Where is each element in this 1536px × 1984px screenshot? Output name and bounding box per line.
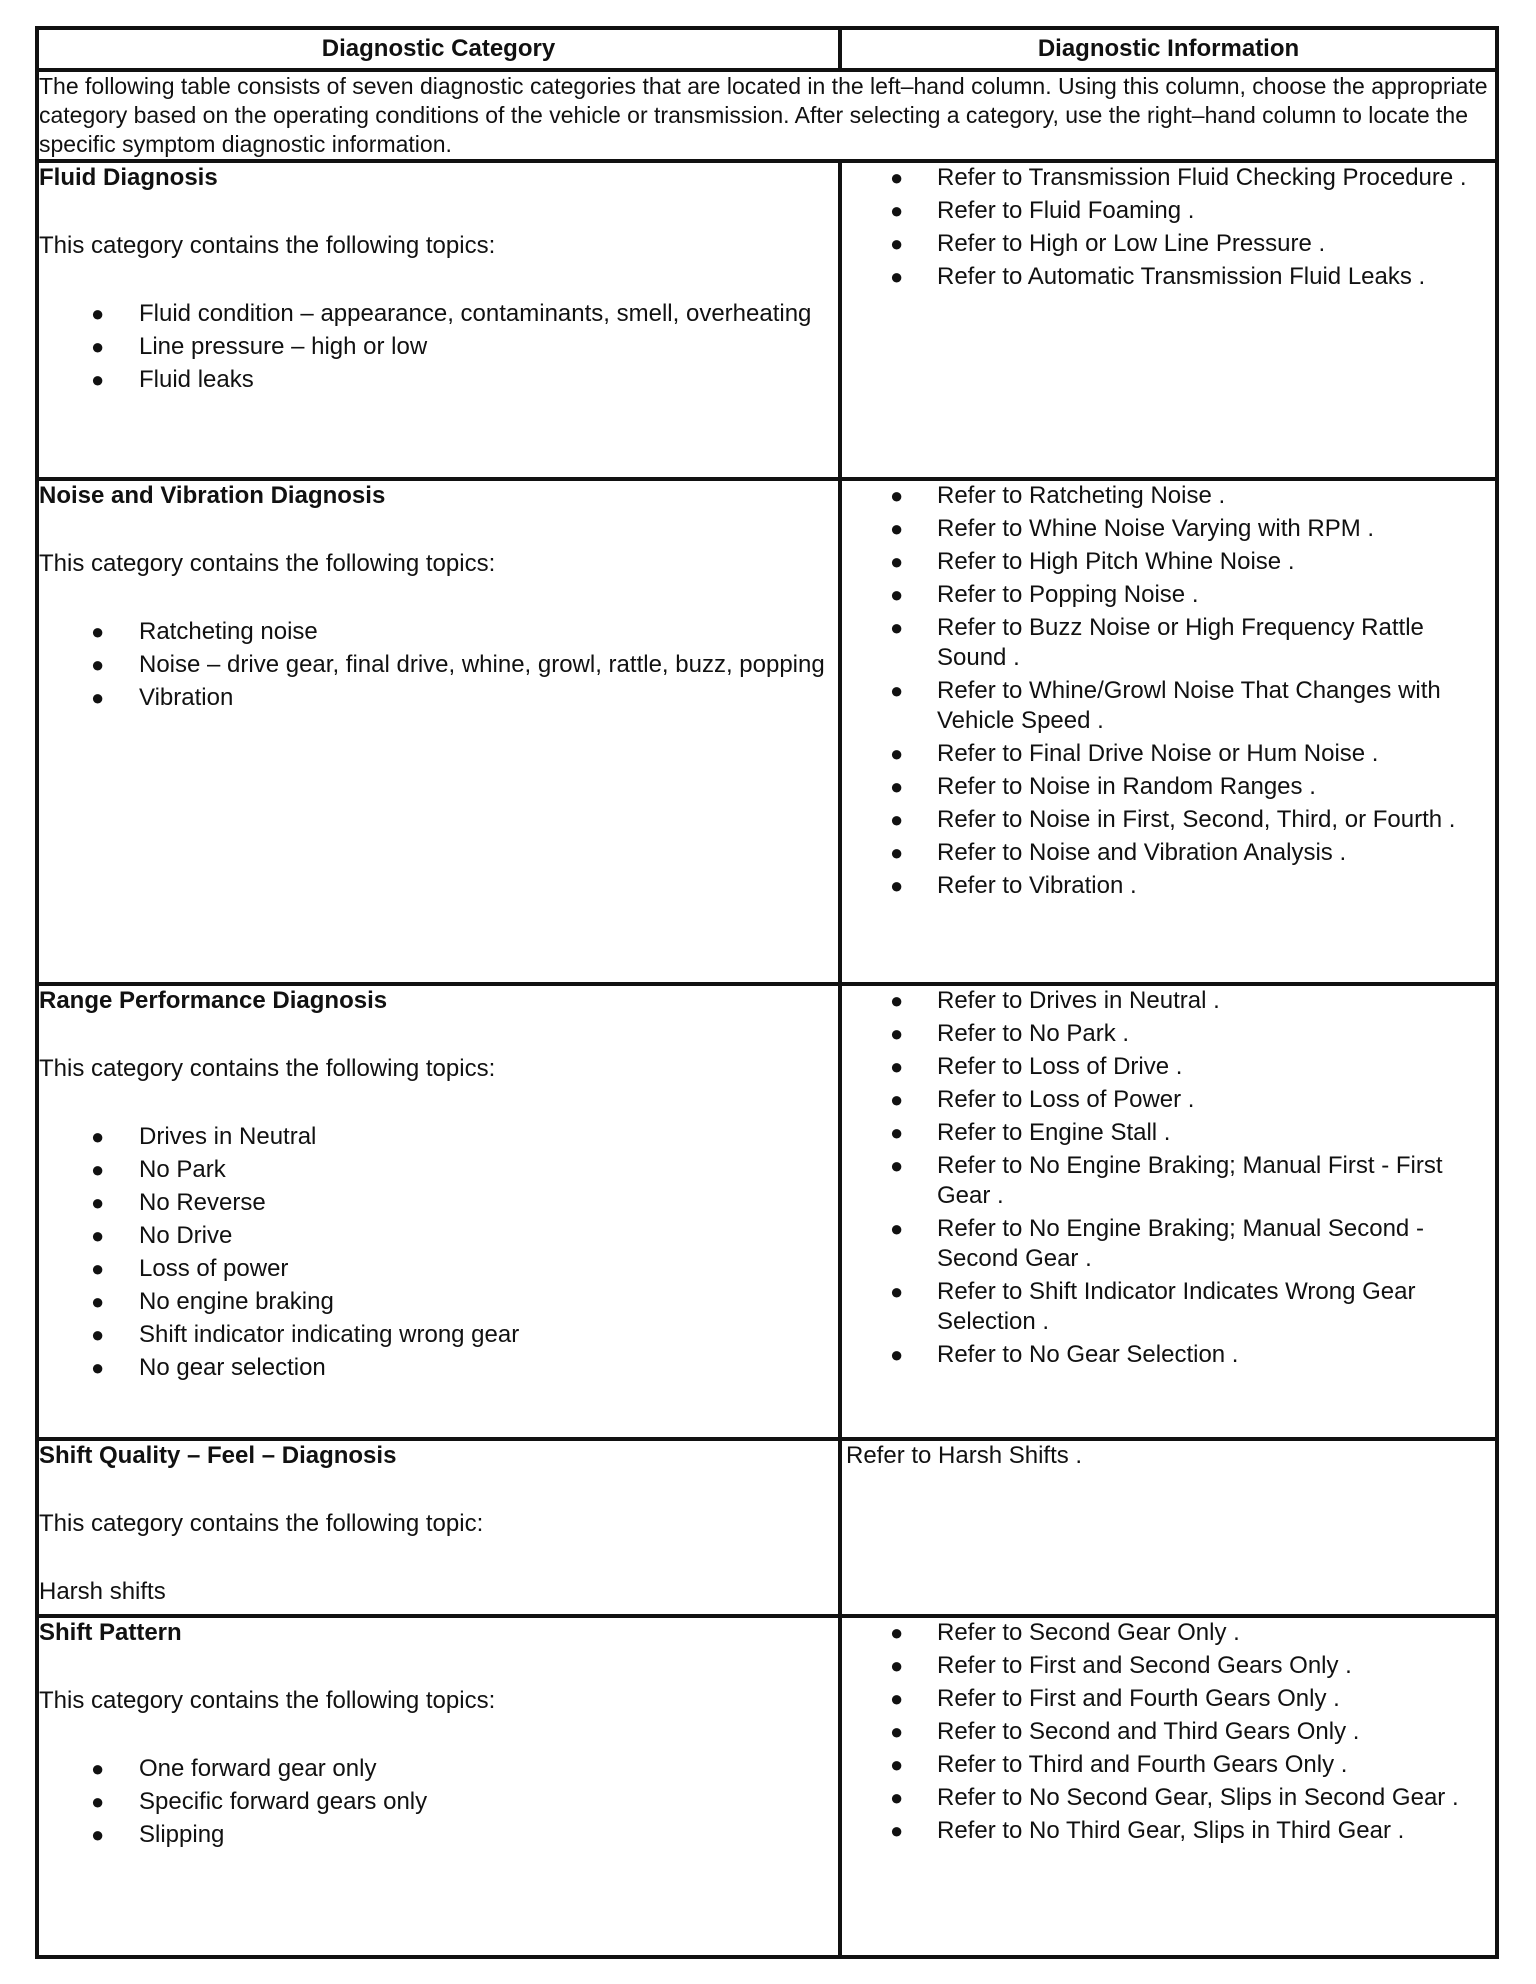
category-description: This category contains the following topic: (39, 1510, 484, 1537)
reference-item: ● Refer to Second and Third Gears Only . (890, 1718, 1360, 1745)
header-row (37, 28, 1497, 70)
list-item: ● No Drive (91, 1222, 233, 1249)
table-row (37, 1616, 1497, 1957)
list-item: ● Noise – drive gear, final drive, whine, growl, rattle, buzz, popping (91, 651, 825, 678)
category-cell (37, 479, 840, 984)
list-item: ● Shift indicator indicating wrong gear (91, 1321, 520, 1348)
reference-item: ● Refer to No Engine Braking; Manual First - First Gear . (890, 1152, 1443, 1209)
reference-item: ● Refer to Whine Noise Varying with RPM . (890, 515, 1375, 542)
category-title: Shift Quality – Feel – Diagnosis (39, 1442, 397, 1469)
category-description: This category contains the following topics: (39, 1055, 496, 1082)
reference-item: ● Refer to Third and Fourth Gears Only . (890, 1751, 1348, 1778)
list-item: ● No gear selection (91, 1354, 326, 1381)
reference-item: ● Refer to Automatic Transmission Fluid Leaks . (890, 263, 1426, 290)
diagnostic-table (35, 26, 1499, 1959)
column-header-category: Diagnostic Category (37, 28, 840, 70)
table-row (37, 479, 1497, 984)
reference-item: ● Refer to First and Fourth Gears Only . (890, 1685, 1340, 1712)
topic-list (39, 1122, 838, 1383)
list-item: ● Line pressure – high or low (91, 333, 428, 360)
category-cell (37, 1439, 840, 1616)
list-item: ● Slipping (91, 1821, 225, 1848)
list-item: ● One forward gear only (91, 1755, 377, 1782)
topic-list (39, 1754, 838, 1850)
reference-item: ● Refer to Ratcheting Noise . (890, 482, 1226, 509)
list-item: ● Drives in Neutral (91, 1123, 317, 1150)
category-cell (37, 161, 840, 479)
reference-item: ● Refer to Buzz Noise or High Frequency Rattle Sound . (890, 614, 1424, 671)
reference-item: ● Refer to High or Low Line Pressure . (890, 230, 1326, 257)
category-title: Fluid Diagnosis (39, 164, 218, 191)
reference-item: ● Refer to Noise and Vibration Analysis . (890, 839, 1347, 866)
column-header-information: Diagnostic Information (840, 28, 1497, 70)
reference-item: ● Refer to Noise in Random Ranges . (890, 773, 1316, 800)
category-description: This category contains the following topics: (39, 1687, 496, 1714)
table-row (37, 1439, 1497, 1616)
topic-list (39, 299, 838, 395)
category-description: This category contains the following topics: (39, 232, 496, 259)
list-item: ● Ratcheting noise (91, 618, 318, 645)
intro-row (37, 70, 1497, 161)
reference-item: ● Refer to Second Gear Only . (890, 1619, 1240, 1646)
reference-item: ● Refer to Drives in Neutral . (890, 987, 1220, 1014)
information-cell (840, 984, 1497, 1439)
reference-list (842, 1618, 1495, 1846)
category-description: This category contains the following topics: (39, 550, 496, 577)
reference-item: ● Refer to Fluid Foaming . (890, 197, 1195, 224)
list-item: ● Specific forward gears only (91, 1788, 428, 1815)
reference-item: ● Refer to Transmission Fluid Checking Procedure . (890, 164, 1467, 191)
list-item: ● Fluid leaks (91, 366, 254, 393)
reference-item: ● Refer to Engine Stall . (890, 1119, 1171, 1146)
list-item: ● No Park (91, 1156, 226, 1183)
reference-item: ● Refer to Popping Noise . (890, 581, 1199, 608)
table-row (37, 984, 1497, 1439)
reference-item: ● Refer to Final Drive Noise or Hum Noise . (890, 740, 1379, 767)
reference-item: ● Refer to Noise in First, Second, Third, or Fourth . (890, 806, 1456, 833)
information-cell (840, 1439, 1497, 1616)
information-cell (840, 1616, 1497, 1957)
intro-text: The following table consists of seven diagnostic categories that are located in the left–hand column. Using this column, choose the appropriate category based on the operating conditions of the vehicle or transmission. After selecting a category, use the right–hand column to locate the specific symptom diagnostic information. (37, 70, 1497, 161)
reference-item: ● Refer to No Gear Selection . (890, 1341, 1239, 1368)
topic-list (39, 617, 838, 713)
list-item: ● Vibration (91, 684, 234, 711)
reference-item: ● Refer to First and Second Gears Only . (890, 1652, 1352, 1679)
reference-item: ● Refer to High Pitch Whine Noise . (890, 548, 1295, 575)
reference-list (842, 986, 1495, 1370)
reference-list (842, 481, 1495, 901)
category-title: Range Performance Diagnosis (39, 987, 388, 1014)
reference-item: ● Refer to Loss of Drive . (890, 1053, 1183, 1080)
category-title: Shift Pattern (39, 1619, 182, 1646)
reference-item: ● Refer to No Third Gear, Slips in Third Gear . (890, 1817, 1405, 1844)
information-cell (840, 161, 1497, 479)
reference-item: ● Refer to Shift Indicator Indicates Wrong Gear Selection . (890, 1278, 1416, 1335)
information-cell (840, 479, 1497, 984)
list-item: ● No Reverse (91, 1189, 266, 1216)
reference-item: ● Refer to Vibration . (890, 872, 1137, 899)
reference-item: ● Refer to No Engine Braking; Manual Second - Second Gear . (890, 1215, 1424, 1272)
reference-item: ● Refer to Loss of Power . (890, 1086, 1195, 1113)
category-title: Noise and Vibration Diagnosis (39, 482, 386, 509)
reference-item: ● Refer to No Second Gear, Slips in Second Gear . (890, 1784, 1459, 1811)
list-item: ● Loss of power (91, 1255, 289, 1282)
reference-item: ● Refer to Whine/Growl Noise That Changes with Vehicle Speed . (890, 677, 1441, 734)
reference-text: Refer to Harsh Shifts . (846, 1442, 1083, 1469)
table-row (37, 161, 1497, 479)
topic-text: Harsh shifts (39, 1578, 166, 1605)
reference-item: ● Refer to No Park . (890, 1020, 1130, 1047)
list-item: ● No engine braking (91, 1288, 334, 1315)
category-cell (37, 1616, 840, 1957)
list-item: ● Fluid condition – appearance, contaminants, smell, overheating (91, 300, 812, 327)
category-cell (37, 984, 840, 1439)
reference-list (842, 163, 1495, 292)
